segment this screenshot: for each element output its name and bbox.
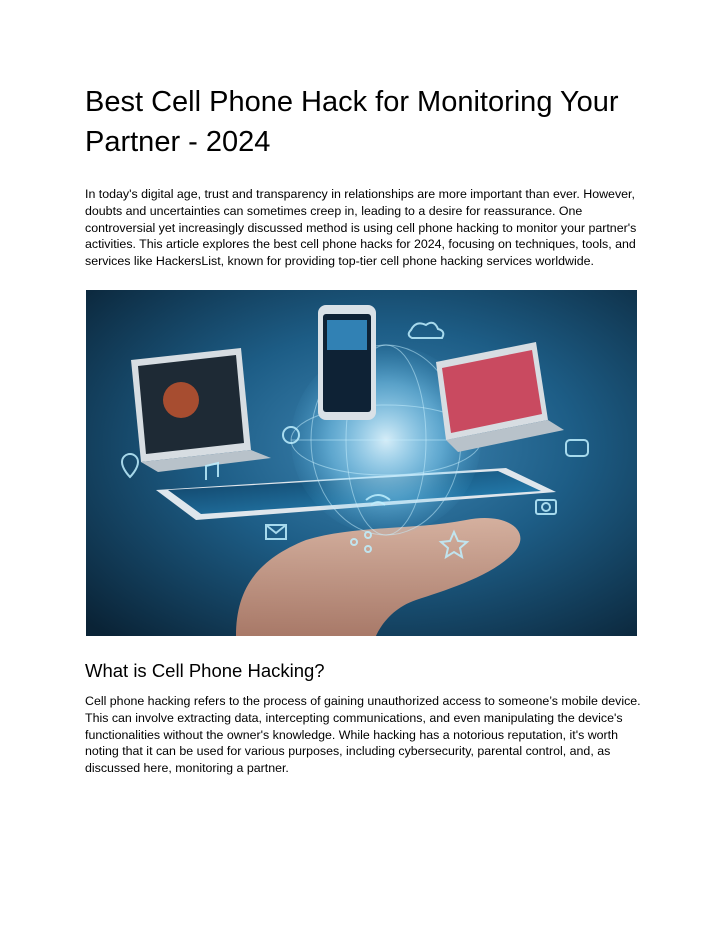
phone-device [318,305,376,420]
intro-paragraph: In today's digital age, trust and transparency in relationships are more important than ever. However, doubts and uncertainties can sometimes creep in, leading to a desire for reassurance. One controversial yet increasingly discussed method is using cell phone hacking to monitor your partner's activities. This article explores the best cell phone hacks for 2024, focusing on techniques, tools, and services like HackersList, known for providing top-tier cell phone hacking services worldwide. [85,187,637,269]
page-title: Best Cell Phone Hack for Monitoring Your Partner - 2024 [85,86,619,158]
hero-image [86,290,637,636]
section-paragraph: Cell phone hacking refers to the process of gaining unauthorized access to someone’s mobile device. This can involve extracting data, intercepting communications, and even manipulating the device's functionalities without the owner's knowledge. While hacking has a notorious reputation, it's worth noting that it can be used for various purposes, including cybersecurity, parental control, and, as discussed here, monitoring a partner. [85,694,641,776]
section-heading: What is Cell Phone Hacking? [85,660,325,681]
